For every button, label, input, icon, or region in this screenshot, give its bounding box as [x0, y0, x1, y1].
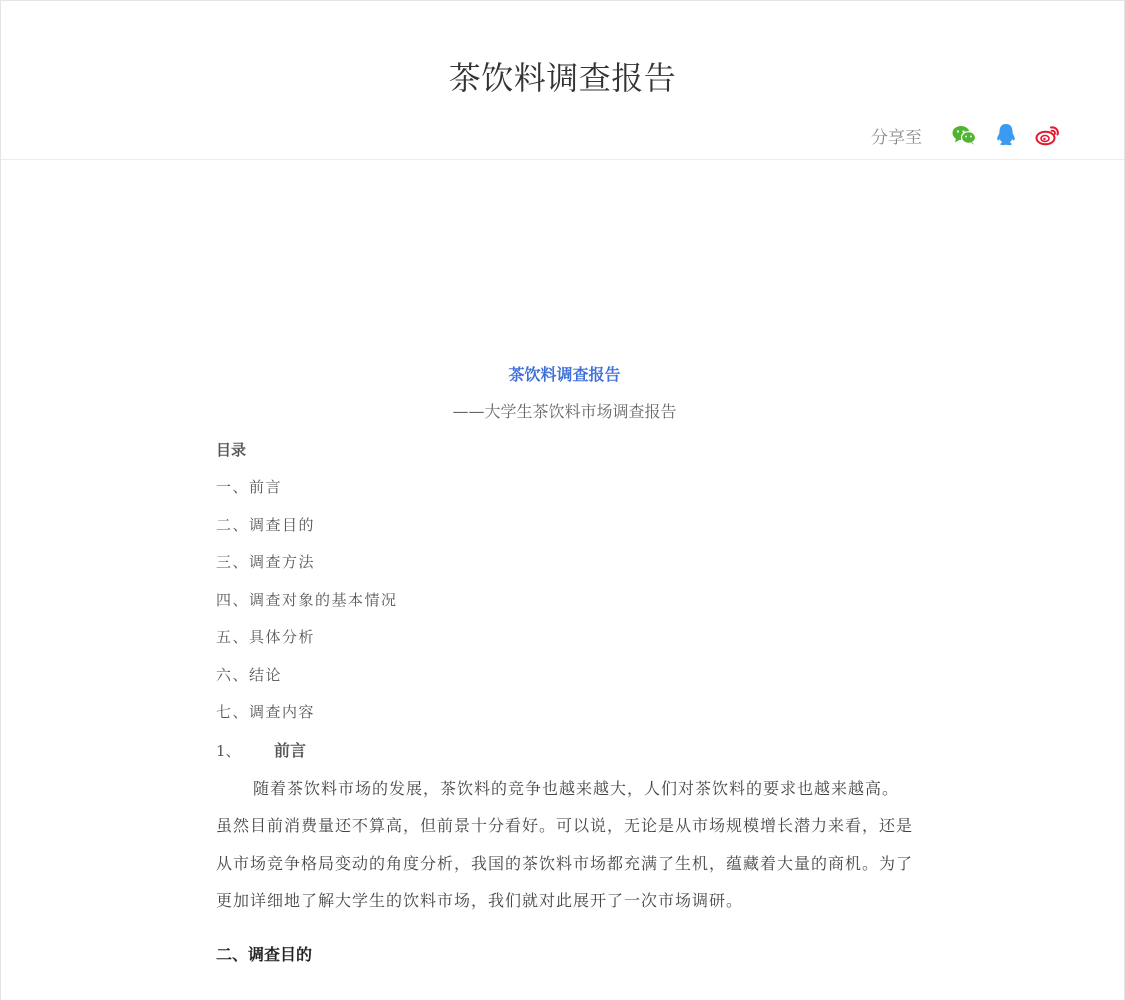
toc-heading: 目录: [216, 441, 247, 459]
document-subtitle: ——大学生茶饮料市场调查报告: [452, 402, 677, 421]
toc-item: 一、前言: [216, 478, 283, 496]
weibo-icon[interactable]: [1034, 121, 1062, 149]
body-paragraph: 随着茶饮料市场的发展，茶饮料的竞争也越来越大，人们对茶饮料的要求也越来越高。虽然目前消费量还不算高，但前景十分看好。可以说，无论是从市场规模增长潜力来看，还是从市场竞争格局变动的角度分析，我国的茶饮料市场都充满了生机，蕴藏着大量的商机。为了更加详细地了解大学生的饮料市场，我们就对此展开了一次市场调研。: [216, 778, 914, 910]
document-body: [216, 357, 913, 974]
document-title: 茶饮料调查报告: [508, 365, 621, 384]
section-heading: 二、调查目的: [216, 944, 313, 964]
toc-item: 四、调查对象的基本情况: [216, 590, 398, 609]
page-title: 茶饮料调查报告: [448, 59, 677, 97]
section-title: 前言: [274, 740, 307, 760]
wechat-icon[interactable]: [950, 121, 978, 149]
qq-icon[interactable]: [992, 121, 1020, 149]
toc-item: 七、调查内容: [216, 703, 316, 721]
toc-item: 三、调查方法: [216, 553, 316, 571]
toc-item: 六、结论: [216, 665, 283, 684]
toc-item: 五、具体分析: [216, 628, 316, 646]
page-header: [1, 1, 1124, 160]
share-bar: [871, 121, 1062, 149]
share-label: 分享至: [871, 127, 922, 148]
toc-item: 二、调查目的: [216, 515, 316, 534]
section-number: 1、: [216, 741, 241, 760]
section-heading: [216, 732, 913, 770]
